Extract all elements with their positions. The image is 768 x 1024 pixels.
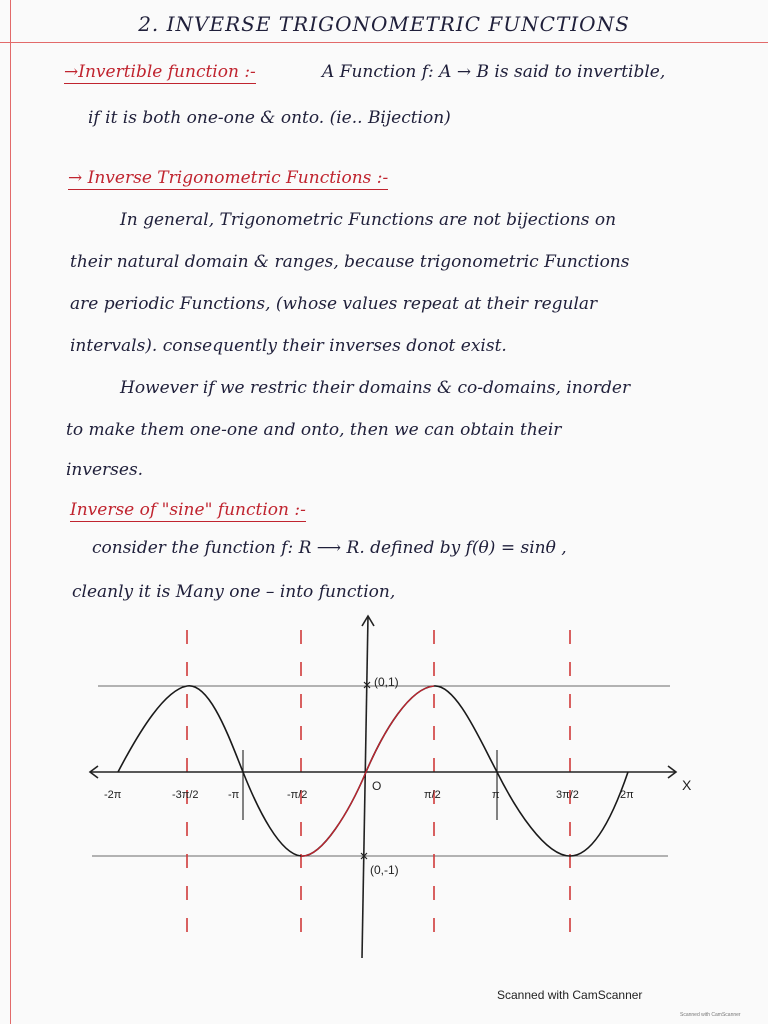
tick-marks xyxy=(243,750,497,820)
scanner-watermark-small: Scanned with CamScanner xyxy=(680,1012,741,1018)
para1-line2: their natural domain & ranges, because trigonometric Functions xyxy=(70,252,630,272)
tick-label: π xyxy=(492,789,500,801)
tick-label: 2π xyxy=(620,789,634,801)
sine-heading: Inverse of "sine" function :- xyxy=(70,500,306,520)
invertible-text-1: A Function f: A → B is said to invertible, xyxy=(322,62,666,82)
tick-label: -2π xyxy=(104,789,122,801)
tick-label: -3π/2 xyxy=(172,789,199,801)
y-axis xyxy=(362,616,368,958)
restricted-branch xyxy=(301,686,434,856)
sine-curve xyxy=(118,686,628,856)
para2-line3: inverses. xyxy=(66,460,144,480)
tick-label: -π xyxy=(228,789,240,801)
sine-text-2: cleanly it is Many one – into function, xyxy=(72,582,396,602)
invertible-heading: →Invertible function :- xyxy=(64,62,256,82)
title-rule xyxy=(0,42,768,43)
para1-line1: In general, Trigonometric Functions are not bijections on xyxy=(120,210,617,230)
page-title: 2. INVERSE TRIGONOMETRIC FUNCTIONS xyxy=(138,12,630,36)
tick-label: π/2 xyxy=(424,789,441,801)
x-axis-label: X xyxy=(682,777,692,793)
tick-labels xyxy=(104,789,634,801)
sine-graph xyxy=(0,610,768,990)
sine-text-1: consider the function f: R ⟶ R. defined by f(θ) = sinθ , xyxy=(92,538,567,558)
point-top-label: (0,1) xyxy=(374,675,399,689)
inverse-trig-heading: → Inverse Trigonometric Functions :- xyxy=(68,168,389,188)
para1-line3: are periodic Functions, (whose values repeat at their regular xyxy=(70,294,598,314)
point-bottom-label: (0,-1) xyxy=(370,863,399,877)
tick-label: 3π/2 xyxy=(556,789,579,801)
scanner-watermark: Scanned with CamScanner xyxy=(497,988,643,1002)
tick-label: -π/2 xyxy=(287,789,308,801)
para2-line1: However if we restric their domains & co-domains, inorder xyxy=(120,378,631,398)
para1-line4: intervals). consequently their inverses donot exist. xyxy=(70,336,507,356)
para2-line2: to make them one-one and onto, then we can obtain their xyxy=(66,420,562,440)
origin-label: O xyxy=(372,779,382,793)
invertible-text-2: if it is both one-one & onto. (ie.. Bijection) xyxy=(88,108,451,128)
